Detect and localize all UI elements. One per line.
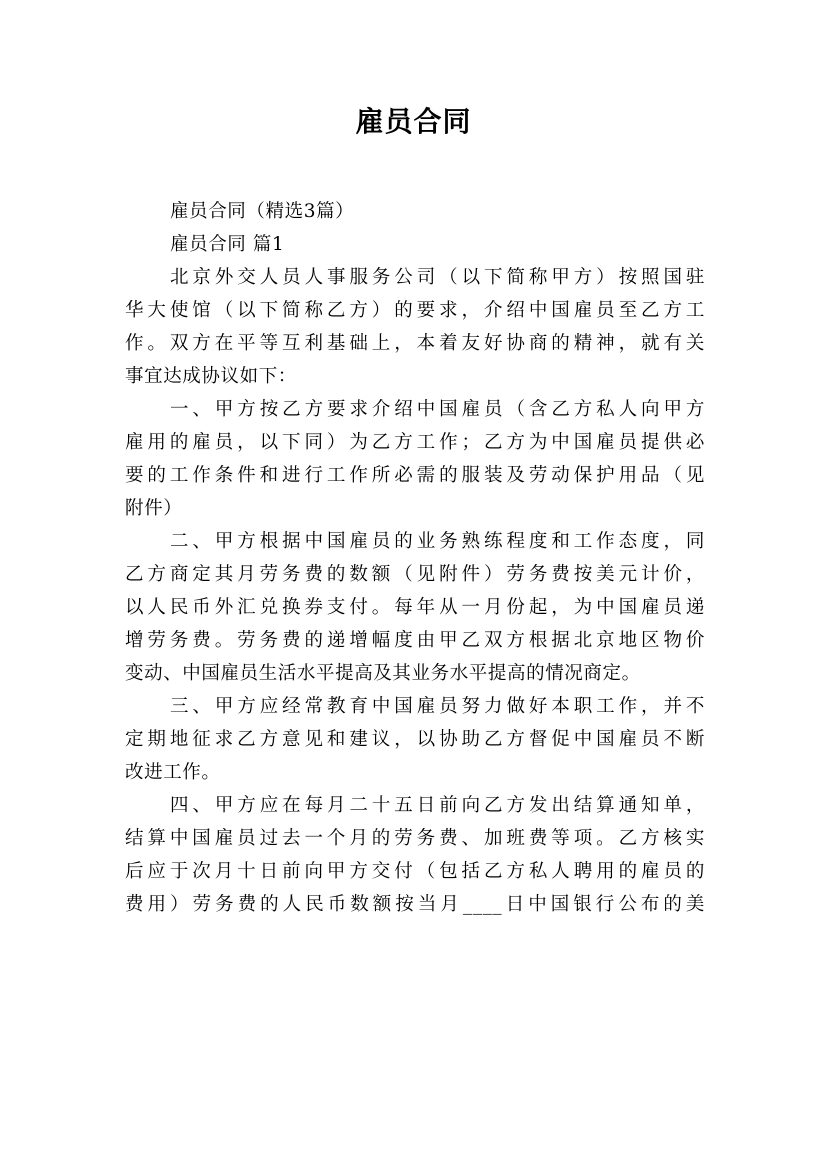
paragraph-line: 改进工作。 (125, 762, 221, 783)
paragraph-line: 要的工作条件和进行工作所必需的服装及劳动保护用品（见 (125, 465, 705, 486)
paragraph-line: 附件） (125, 498, 183, 519)
paragraph-line: 变动、中国雇员生活水平提高及其业务水平提高的情况商定。 (125, 663, 641, 684)
paragraph-line: 雇用的雇员，以下同）为乙方工作；乙方为中国雇员提供必 (125, 432, 705, 453)
paragraph-line: 以人民币外汇兑换券支付。每年从一月份起，为中国雇员递 (125, 597, 705, 618)
text-line-section-heading: 雇员合同 篇1 (170, 234, 285, 255)
paragraph-line: 事宜达成协议如下： (125, 366, 297, 387)
document-title: 雇员合同 (355, 105, 472, 138)
text-line-subtitle: 雇员合同（精选3篇） (170, 201, 355, 222)
paragraph-line: 北京外交人员人事服务公司（以下简称甲方）按照国驻 (170, 267, 705, 288)
document-body (125, 195, 705, 921)
paragraph-line: 定期地征求乙方意见和建议，以协助乙方督促中国雇员不断 (125, 729, 705, 750)
paragraph-line: 一、甲方按乙方要求介绍中国雇员（含乙方私人向甲方 (170, 399, 705, 420)
paragraph-line: 费用）劳务费的人民币数额按当月____日中国银行公布的美 (125, 894, 705, 915)
paragraph-line: 华大使馆（以下简称乙方）的要求，介绍中国雇员至乙方工 (125, 300, 705, 321)
paragraph-line: 乙方商定其月劳务费的数额（见附件）劳务费按美元计价， (125, 564, 705, 585)
paragraph-line: 四、甲方应在每月二十五日前向乙方发出结算通知单， (170, 795, 705, 816)
paragraph-line: 二、甲方根据中国雇员的业务熟练程度和工作态度，同 (170, 531, 705, 552)
paragraph-line: 后应于次月十日前向甲方交付（包括乙方私人聘用的雇员的 (125, 861, 705, 882)
paragraph-line: 作。双方在平等互利基础上，本着友好协商的精神，就有关 (125, 333, 705, 354)
paragraph-line: 三、甲方应经常教育中国雇员努力做好本职工作，并不 (170, 696, 705, 717)
paragraph-line: 结算中国雇员过去一个月的劳务费、加班费等项。乙方核实 (125, 828, 705, 849)
paragraph-line: 增劳务费。劳务费的递增幅度由甲乙双方根据北京地区物价 (125, 630, 705, 651)
